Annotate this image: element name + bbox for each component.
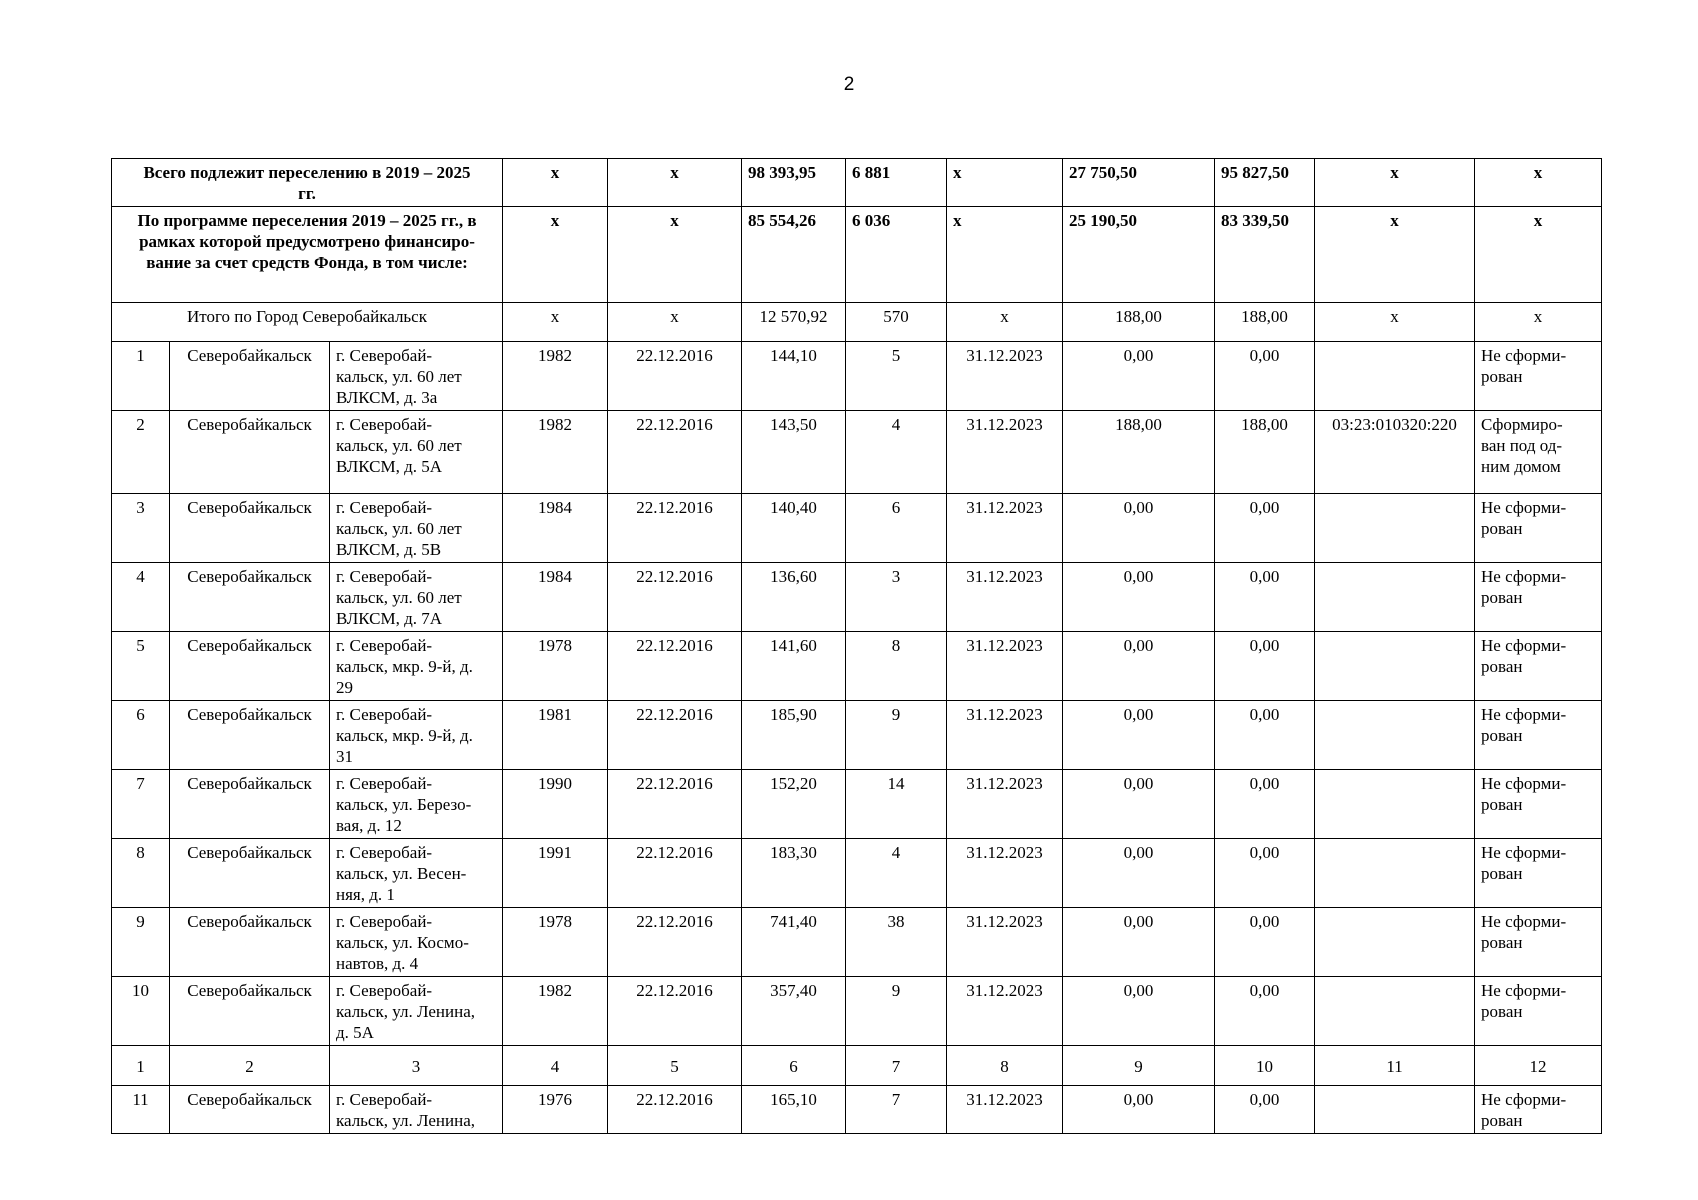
column-number: 5 [608,1046,742,1086]
house-address: г. Северобай- кальск, ул. 60 лет ВЛКСМ, д. 5А [330,411,503,494]
build-year: 1978 [503,632,608,701]
recognition-date: 22.12.2016 [608,977,742,1046]
people-count: 14 [846,770,947,839]
land-status: Не сформи- рован [1475,701,1602,770]
summary-cell: х [503,207,608,303]
row-number: 3 [112,494,170,563]
people-count: 3 [846,563,947,632]
people-count: 4 [846,411,947,494]
house-address: г. Северобай- кальск, ул. Весен- няя, д. 1 [330,839,503,908]
cadastre-number: 03:23:010320:220 [1315,411,1475,494]
table-row [112,632,1602,701]
value-col9: 0,00 [1063,342,1215,411]
house-address: г. Северобай- кальск, ул. 60 лет ВЛКСМ, д. 3а [330,342,503,411]
cadastre-number [1315,701,1475,770]
row-number: 11 [112,1086,170,1134]
city-total-cell: 188,00 [1063,303,1215,342]
house-address: г. Северобай- кальск, ул. Ленина, д. 5А [330,977,503,1046]
build-year: 1981 [503,701,608,770]
column-numbers-row [112,1046,1602,1086]
table-row [112,411,1602,494]
table-row [112,701,1602,770]
plan-date: 31.12.2023 [947,411,1063,494]
value-col10: 0,00 [1215,632,1315,701]
summary-cell: х [608,159,742,207]
column-number: 2 [170,1046,330,1086]
column-number: 3 [330,1046,503,1086]
table-row [112,977,1602,1046]
area: 136,60 [742,563,846,632]
city-name: Северобайкальск [170,342,330,411]
column-number: 10 [1215,1046,1315,1086]
build-year: 1982 [503,411,608,494]
value-col10: 0,00 [1215,701,1315,770]
build-year: 1984 [503,563,608,632]
value-col10: 0,00 [1215,1086,1315,1134]
city-name: Северобайкальск [170,701,330,770]
area: 141,60 [742,632,846,701]
value-col10: 188,00 [1215,411,1315,494]
city-total-row [112,303,1602,342]
cadastre-number [1315,1086,1475,1134]
cadastre-number [1315,563,1475,632]
people-count: 6 [846,494,947,563]
build-year: 1982 [503,342,608,411]
resettlement-table [111,158,1602,1134]
land-status: Не сформи- рован [1475,770,1602,839]
column-number: 11 [1315,1046,1475,1086]
plan-date: 31.12.2023 [947,701,1063,770]
summary-cell: 27 750,50 [1063,159,1215,207]
city-name: Северобайкальск [170,770,330,839]
row-number: 9 [112,908,170,977]
summary-cell: х [1475,159,1602,207]
land-status: Не сформи- рован [1475,563,1602,632]
table-row [112,839,1602,908]
city-name: Северобайкальск [170,632,330,701]
table-row [112,342,1602,411]
area: 144,10 [742,342,846,411]
land-status: Не сформи- рован [1475,839,1602,908]
cadastre-number [1315,632,1475,701]
build-year: 1976 [503,1086,608,1134]
house-address: г. Северобай- кальск, ул. Космо- навтов, д. 4 [330,908,503,977]
land-status: Не сформи- рован [1475,342,1602,411]
area: 185,90 [742,701,846,770]
summary-cell: х [1315,207,1475,303]
summary-cell: 98 393,95 [742,159,846,207]
cadastre-number [1315,770,1475,839]
area: 357,40 [742,977,846,1046]
build-year: 1984 [503,494,608,563]
value-col9: 0,00 [1063,632,1215,701]
summary-cell: х [608,207,742,303]
city-total-cell: х [503,303,608,342]
people-count: 38 [846,908,947,977]
recognition-date: 22.12.2016 [608,563,742,632]
area: 741,40 [742,908,846,977]
plan-date: 31.12.2023 [947,770,1063,839]
city-name: Северобайкальск [170,839,330,908]
area: 143,50 [742,411,846,494]
column-number: 8 [947,1046,1063,1086]
house-address: г. Северобай- кальск, ул. 60 лет ВЛКСМ, д. 5В [330,494,503,563]
house-address: г. Северобай- кальск, мкр. 9-й, д. 31 [330,701,503,770]
recognition-date: 22.12.2016 [608,770,742,839]
land-status: Не сформи- рован [1475,632,1602,701]
summary-cell: х [947,159,1063,207]
city-total-cell: 12 570,92 [742,303,846,342]
city-total-cell: х [1475,303,1602,342]
column-number: 1 [112,1046,170,1086]
table-row [112,1086,1602,1134]
plan-date: 31.12.2023 [947,1086,1063,1134]
city-name: Северобайкальск [170,563,330,632]
cadastre-number [1315,839,1475,908]
house-address: г. Северобай- кальск, мкр. 9-й, д. 29 [330,632,503,701]
plan-date: 31.12.2023 [947,839,1063,908]
summary-cell: х [1475,207,1602,303]
city-total-cell: х [1315,303,1475,342]
recognition-date: 22.12.2016 [608,701,742,770]
people-count: 9 [846,977,947,1046]
table-row [112,908,1602,977]
city-total-cell: 570 [846,303,947,342]
recognition-date: 22.12.2016 [608,632,742,701]
column-number: 7 [846,1046,947,1086]
value-col9: 0,00 [1063,770,1215,839]
summary-cell: 83 339,50 [1215,207,1315,303]
row-number: 10 [112,977,170,1046]
column-number: 9 [1063,1046,1215,1086]
table-row [112,770,1602,839]
people-count: 9 [846,701,947,770]
value-col10: 0,00 [1215,839,1315,908]
value-col10: 0,00 [1215,494,1315,563]
column-number: 12 [1475,1046,1602,1086]
people-count: 8 [846,632,947,701]
plan-date: 31.12.2023 [947,342,1063,411]
city-name: Северобайкальск [170,908,330,977]
house-address: г. Северобай- кальск, ул. Березо- вая, д. 12 [330,770,503,839]
table-row [112,563,1602,632]
value-col9: 0,00 [1063,977,1215,1046]
value-col9: 0,00 [1063,908,1215,977]
value-col9: 0,00 [1063,494,1215,563]
plan-date: 31.12.2023 [947,563,1063,632]
recognition-date: 22.12.2016 [608,1086,742,1134]
column-number: 6 [742,1046,846,1086]
summary-cell: 85 554,26 [742,207,846,303]
city-total-label: Итого по Город Северобайкальск [112,303,503,342]
land-status: Не сформи- рован [1475,494,1602,563]
house-address: г. Северобай- кальск, ул. Ленина, [330,1086,503,1134]
build-year: 1990 [503,770,608,839]
city-name: Северобайкальск [170,494,330,563]
value-col10: 0,00 [1215,342,1315,411]
row-number: 8 [112,839,170,908]
city-name: Северобайкальск [170,1086,330,1134]
value-col10: 0,00 [1215,977,1315,1046]
page-number: 2 [843,74,855,95]
plan-date: 31.12.2023 [947,632,1063,701]
recognition-date: 22.12.2016 [608,908,742,977]
column-number: 4 [503,1046,608,1086]
cadastre-number [1315,977,1475,1046]
recognition-date: 22.12.2016 [608,839,742,908]
value-col9: 0,00 [1063,1086,1215,1134]
value-col9: 0,00 [1063,563,1215,632]
summary-cell: х [503,159,608,207]
summary-row-fund [112,207,1602,303]
table-row [112,494,1602,563]
summary-row-total [112,159,1602,207]
summary-cell: 6 881 [846,159,947,207]
recognition-date: 22.12.2016 [608,342,742,411]
land-status: Сформиро- ван под од- ним домом [1475,411,1602,494]
people-count: 5 [846,342,947,411]
house-address: г. Северобай- кальск, ул. 60 лет ВЛКСМ, д. 7А [330,563,503,632]
row-number: 5 [112,632,170,701]
city-name: Северобайкальск [170,977,330,1046]
build-year: 1978 [503,908,608,977]
value-col10: 0,00 [1215,908,1315,977]
land-status: Не сформи- рован [1475,1086,1602,1134]
people-count: 7 [846,1086,947,1134]
summary-cell: х [947,207,1063,303]
value-col10: 0,00 [1215,563,1315,632]
area: 140,40 [742,494,846,563]
summary-cell: 6 036 [846,207,947,303]
plan-date: 31.12.2023 [947,977,1063,1046]
city-name: Северобайкальск [170,411,330,494]
summary-cell: х [1315,159,1475,207]
summary-cell: 25 190,50 [1063,207,1215,303]
area: 165,10 [742,1086,846,1134]
cadastre-number [1315,342,1475,411]
land-status: Не сформи- рован [1475,977,1602,1046]
row-number: 4 [112,563,170,632]
recognition-date: 22.12.2016 [608,494,742,563]
city-total-cell: х [608,303,742,342]
city-total-cell: 188,00 [1215,303,1315,342]
land-status: Не сформи- рован [1475,908,1602,977]
build-year: 1991 [503,839,608,908]
cadastre-number [1315,494,1475,563]
people-count: 4 [846,839,947,908]
summary-cell: 95 827,50 [1215,159,1315,207]
build-year: 1982 [503,977,608,1046]
value-col10: 0,00 [1215,770,1315,839]
row-number: 6 [112,701,170,770]
summary-label: Всего подлежит переселению в 2019 – 2025 гг. [112,159,503,207]
cadastre-number [1315,908,1475,977]
summary-label: По программе переселения 2019 – 2025 гг., в рамках которой предусмотрено финансиро- вание за счет средств Фонда, в том числе: [112,207,503,303]
value-col9: 0,00 [1063,701,1215,770]
area: 183,30 [742,839,846,908]
value-col9: 0,00 [1063,839,1215,908]
recognition-date: 22.12.2016 [608,411,742,494]
plan-date: 31.12.2023 [947,494,1063,563]
plan-date: 31.12.2023 [947,908,1063,977]
area: 152,20 [742,770,846,839]
row-number: 1 [112,342,170,411]
city-total-cell: х [947,303,1063,342]
row-number: 7 [112,770,170,839]
row-number: 2 [112,411,170,494]
value-col9: 188,00 [1063,411,1215,494]
